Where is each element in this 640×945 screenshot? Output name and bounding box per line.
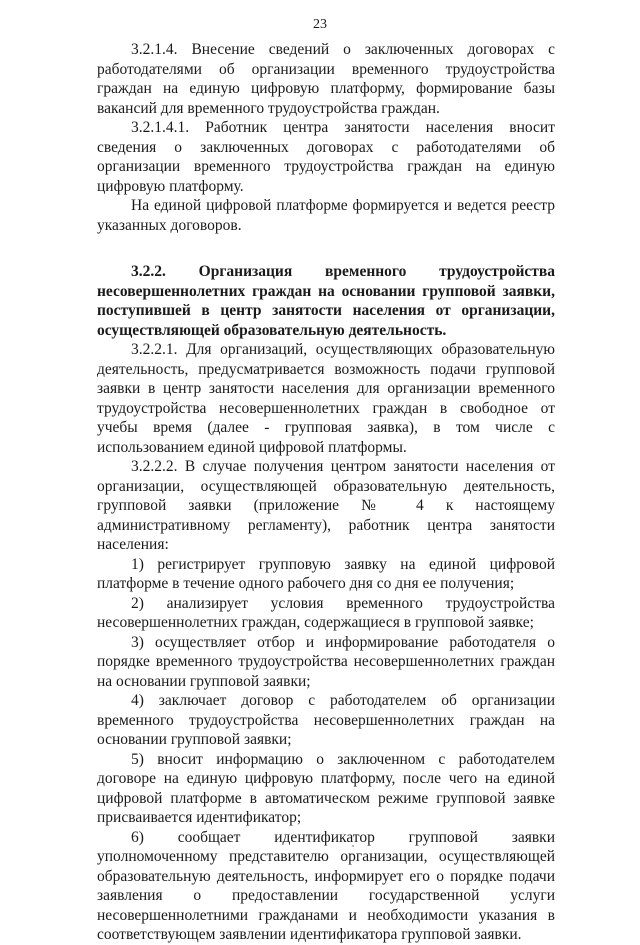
paragraph-3-2-2-1: 3.2.2.1. Для организаций, осуществляющих образовательную деятельность, предусматривается возможность подачи групповой заявки в центр занятости населения для организации временного трудоустройства несовершеннолетних граждан в свободное от учебы время (далее - групповая заявка), в том числе с использованием единой цифровой платформы. xyxy=(97,341,555,456)
list-item: 6) сообщает идентификатор групповой заявки уполномоченному представителю организации, осуществляющей образовательную деятельность, информирует его о порядке подачи заявления о предоставлении государственной услуги несовершеннолетними гражданами и необходимости указания в соответствующем заявлении идентификатора групповой заявки. xyxy=(97,828,555,943)
scan-speck xyxy=(352,845,354,847)
paragraph-3-2-1-4-1: 3.2.1.4.1. Работник центра занятости населения вносит сведения о заключенных договорах с работодателями об организации временного трудоустройства граждан на единую цифровую платформу. xyxy=(97,119,555,195)
list-item: 4) заключает договор с работодателем об организации временного трудоустройства несовершеннолетних граждан на основании групповой заявки; xyxy=(97,692,555,748)
list-item: 3) осуществляет отбор и информирование работодателя о порядке временного трудоустройства несовершеннолетних граждан на основании групповой заявки; xyxy=(97,633,555,690)
paragraph-3-2-2-2: 3.2.2.2. В случае получения центром занятости населения от организации, осуществляющей образовательную деятельность, групповой заявки (приложение № 4 к настоящему административному регламенту), работник центра занятости населения: xyxy=(97,458,555,553)
paragraph-registry: На единой цифровой платформе формируется и ведется реестр указанных договоров. xyxy=(97,197,555,234)
page-number: 23 xyxy=(313,17,327,32)
document-body xyxy=(97,40,555,945)
list-item: 5) вносит информацию о заключенном с работодателем договоре на единую цифровую платформу, после чего на единой цифровой платформе в автоматическом режиме групповой заявке присваивается идентификатор; xyxy=(97,750,555,826)
section-heading-3-2-2: 3.2.2. Организация временного трудоустройства несовершеннолетних граждан на основании групповой заявки, поступившей в центр занятости населения от организации, осуществляющей образовательную деятельность. xyxy=(97,263,555,339)
paragraph-3-2-1-4: 3.2.1.4. Внесение сведений о заключенных договорах с работодателями об организации временного трудоустройства граждан на единую цифровую платформу, формирование базы вакансий для временного трудоустройства граждан. xyxy=(97,41,555,117)
list-item: 2) анализирует условия временного трудоустройства несовершеннолетних граждан, содержащиеся в групповой заявке; xyxy=(97,594,555,631)
list-item: 1) регистрирует групповую заявку на единой цифровой платформе в течение одного рабочего дня со дня ее получения; xyxy=(97,555,555,592)
section-spacer xyxy=(97,235,555,252)
